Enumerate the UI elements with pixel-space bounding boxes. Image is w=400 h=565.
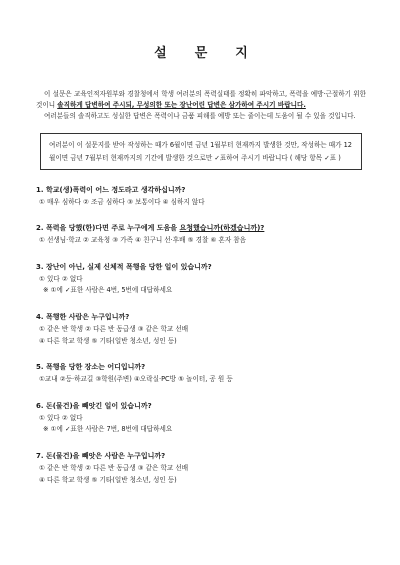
answer-options: ① 있다 ② 없다 (39, 274, 83, 283)
question-title-underlined: 요청했습니까(하겠습니까)? (179, 224, 265, 233)
question-title (36, 223, 366, 233)
intro-text: 이 설문은 교육인적자원부와 경찰청에서 학생 여러분의 폭력실태를 정확히 파악하고, 폭력을 예방·근절하기 위한 것이니 (36, 90, 366, 110)
question-block (36, 223, 366, 247)
check-mark-icon: ✓ (324, 153, 330, 162)
question-title-text: 2. 폭력을 당했(한)다면 주로 누구에게 도움을 (36, 224, 180, 233)
intro-paragraph (36, 89, 366, 111)
check-mark-icon: ✓ (214, 153, 220, 162)
question-title-text: 6. 돈(물건)을 빼앗긴 일이 있습니까? (36, 401, 152, 410)
answer-options: ① 선생님·학교 ② 교육청 ③ 가족 ④ 친구니 선·후배 ⑤ 경찰 ⑥ 혼자 참음 (39, 236, 247, 245)
question-block (36, 401, 366, 436)
page-title (36, 0, 366, 64)
question-block (36, 312, 366, 347)
question-block (36, 262, 366, 297)
notice-text: 표 ) (329, 153, 341, 162)
question-title-text: 4. 폭행한 사람은 누구입니까? (36, 312, 130, 321)
question-title (36, 185, 366, 195)
answer-options: ① 매우 심하다 ② 조금 심하다 ③ 보통이다 ④ 심하지 않다 (39, 197, 205, 206)
answer-options: ① 같은 반 학생 ② 다른 반 동급생 ③ 같은 학교 선배 (39, 324, 189, 333)
title-char: 설 (154, 46, 167, 61)
question-title (36, 401, 366, 411)
question-title-text: 1. 학교(생)폭력이 어느 정도라고 생각하십니까? (36, 185, 186, 194)
question-title-text: 3. 장난이 아닌, 실제 신체적 폭행을 당한 일이 있습니까? (36, 262, 212, 271)
question-title (36, 362, 366, 372)
title-char: 지 (235, 46, 248, 61)
answer-options: ① 같은 반 학생 ② 다른 반 동급생 ③ 같은 학교 선배 (39, 463, 189, 472)
question-list (36, 185, 366, 487)
intro-emphasis: 솔직하게 답변하여 주시되, 무성의한 또는 장난어린 답변은 삼가하여 주시기 바랍니다. (57, 101, 306, 110)
question-block (36, 362, 366, 386)
question-title (36, 262, 366, 272)
answer-options: ④ 다른 학교 학생 ⑤ 기타(일반 청소년, 성인 등) (39, 336, 177, 345)
notice-text: 표하여 주시기 바랍니다 ( 해당 항목 (219, 153, 325, 162)
notice-text: 여러분이 이 설문지를 받아 작성하는 때가 6월이면 금년 1월부터 현재까지 발생한 것만, 작성하는 때가 12월이면 금년 7월부터 현재까지의 기간에 발생한 것으로만 (49, 140, 353, 162)
question-title-text: 7. 돈(물건)을 빼앗은 사람은 누구입니까? (36, 451, 166, 460)
question-block (36, 451, 366, 486)
answer-options: ①교내 ②등·하교길 ③학원(주변) ④오락실·PC방 ⑤ 놀이터, 공 원 등 (39, 375, 233, 384)
answer-options: ① 있다 ② 없다 (39, 413, 83, 422)
question-title (36, 451, 366, 461)
intro-paragraph-2: 여러분들의 솔직하고도 성실한 답변은 폭력이나 금품 피해를 예방 또는 줄이는데 도움이 될 수 있을 것입니다. (44, 112, 356, 121)
question-block (36, 185, 366, 209)
question-title (36, 312, 366, 322)
answer-options: ④ 다른 학교 학생 ⑤ 기타(일반 청소년, 성인 등) (39, 475, 177, 484)
title-char: 문 (194, 46, 208, 61)
notice-box (40, 133, 362, 170)
question-note: ※ ①에 ✓표한 사람은 4번, 5번에 대답하세요 (43, 286, 173, 295)
intro-section (36, 89, 366, 123)
question-note: ※ ①에 ✓표한 사람은 7번, 8번에 대답하세요 (43, 425, 173, 434)
question-title-text: 5. 폭행을 당한 장소는 어디입니까? (36, 363, 146, 372)
